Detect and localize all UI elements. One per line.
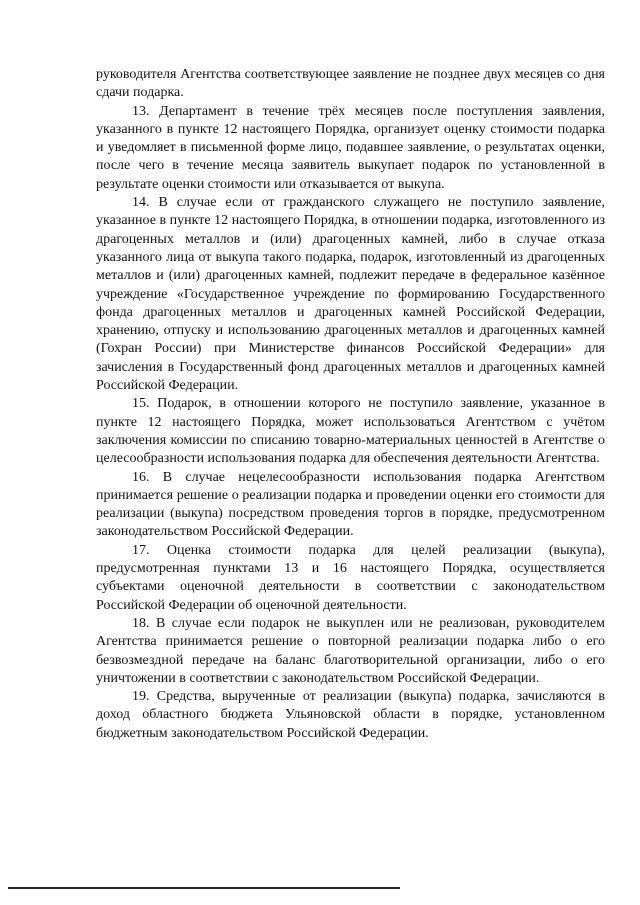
paragraph-14: 14. В случае если от гражданского служащего не поступило заявление, указанное в пункте 12 настоящего Порядка, в отношении подарка, изготовленного из драгоценных металлов и (или) драгоценных камней, либо в случае отказа указанного лица от выкупа такого подарка, подарок, изготовленный из драгоценных металлов и (или) драгоценных камней, подлежит передаче в федеральное казённое учреждение «Государственное учреждение по формированию Государственного фонда драгоценных металлов и драгоценных камней Российской Федерации, хранению, отпуску и использованию драгоценных металлов и драгоценных камней (Гохран России) при Министерстве финансов Российской Федерации» для зачисления в Государственный фонд драгоценных металлов и драгоценных камней Российской Федерации. [96, 195, 605, 394]
paragraph-continuation: руководителя Агентства соответствующее заявление не позднее двух месяцев со дня сдачи подарка. [96, 67, 605, 101]
paragraph-16: 16. В случае нецелесообразности использования подарка Агентством принимается решение о реализации подарка и проведении оценки его стоимости для реализации (выкупа) посредством проведения торгов в порядке, предусмотренном законодательством Российской Федерации. [96, 469, 605, 540]
paragraph-15: 15. Подарок, в отношении которого не поступило заявление, указанное в пункте 12 настоящего Порядка, может использоваться Агентством с учётом заключения комиссии по списанию товарно-материальных ценностей в Агентстве о целесообразности использования подарка для обеспечения деятельности Агентства. [96, 396, 605, 467]
footer-rule [8, 887, 400, 889]
paragraph-18: 18. В случае если подарок не выкуплен или не реализован, руководителем Агентства принимается решение о повторной реализации подарка либо о его безвозмездной передаче на баланс благотворительной организации, либо о его уничтожении в соответствии с законодательством Российской Федерации. [96, 615, 605, 686]
paragraph-13: 13. Департамент в течение трёх месяцев после поступления заявления, указанного в пункте 12 настоящего Порядка, организует оценку стоимости подарка и уведомляет в письменной форме лицо, подавшее заявление, о результатах оценки, после чего в течение месяца заявитель выкупает подарок по установленной в результате оценки стоимости или отказывается от выкупа. [96, 103, 605, 192]
document-body [96, 66, 605, 743]
paragraph-19: 19. Средства, вырученные от реализации (выкупа) подарка, зачисляются в доход областного бюджета Ульяновской области в порядке, установленном бюджетным законодательством Российской Федерации. [96, 689, 605, 741]
paragraph-17: 17. Оценка стоимости подарка для целей реализации (выкупа), предусмотренная пунктами 13 и 16 настоящего Порядка, осуществляется субъектами оценочной деятельности в соответствии с законодательством Российской Федерации об оценочной деятельности. [96, 542, 605, 613]
